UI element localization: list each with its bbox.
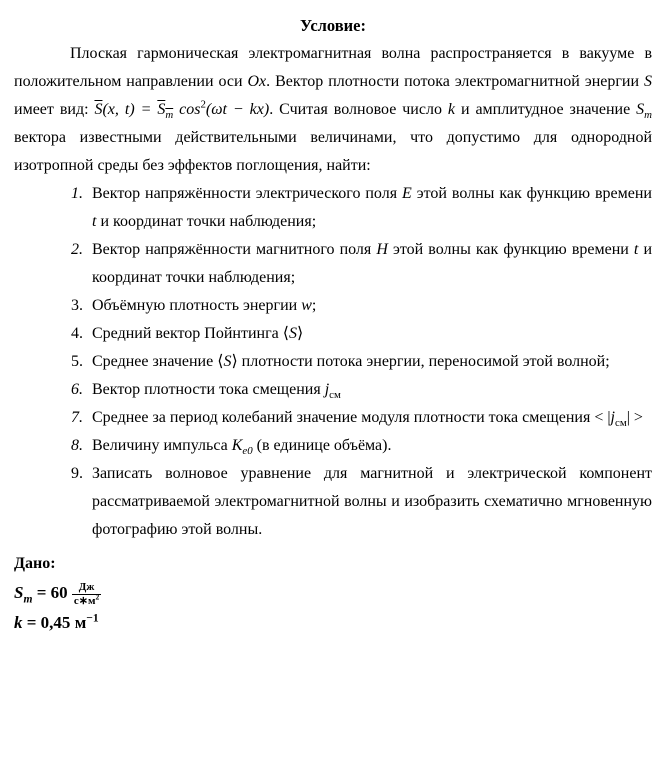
item-text: Вектор напряжённости электрического поля E этой волны как функцию времени t и координат точки наблюдения; <box>92 185 652 230</box>
list-item <box>14 236 652 292</box>
item-number: 9. <box>71 465 83 482</box>
section-title: Условие: <box>300 16 366 35</box>
item-number: 2. <box>71 241 83 258</box>
problem-statement: Плоская гармоническая электромагнитная волна распространяется в вакууме в положительном направлении оси Ox. Вектор плотности потока электромагнитной энергии S имеет вид: $\overline{S}(x$, $t) = S_m$ $\cos^2(\omega t - kx)$. Считая волновое число k и амплитудное значение $S_m$ вектора известными действительными величинами, что допустимо для однородной изотропной среды без эффектов поглощения, найти: <box>14 45 653 174</box>
given-label: Дано: <box>14 555 56 572</box>
item-number: 3. <box>71 297 83 314</box>
item-number: 5. <box>71 353 83 370</box>
item-text: Объёмную плотность энергии w; <box>92 297 317 314</box>
list-item <box>14 432 652 460</box>
item-number: 1. <box>71 185 83 202</box>
given-value-k: k = 0,45 $м^{-1}$ <box>14 611 99 632</box>
item-text: Среднее за период колебаний значение модуля плотности тока смещения < $|j_{см}|$ > <box>92 409 643 430</box>
list-item <box>14 320 652 348</box>
item-text: Вектор напряжённости магнитного поля H этой волны как функцию времени t и координат точки наблюдения; <box>92 241 653 286</box>
item-number: 8. <box>71 437 83 454</box>
item-text: Среднее значение ⟨S⟩ плотности потока энергии, переносимой этой волной; <box>92 353 610 370</box>
item-text: Средний вектор Пойнтинга ⟨S⟩ <box>92 325 304 342</box>
list-item <box>14 460 652 544</box>
list-item <box>14 180 652 236</box>
item-number: 6. <box>71 381 83 398</box>
list-item <box>14 404 652 432</box>
item-text: Вектор плотности тока смещения $j_{см}$ <box>92 381 341 402</box>
item-number: 7. <box>71 409 83 426</box>
given-value-sm: $S_m = 60$ $\frac{Дж}{с∗м^2}$ <box>14 580 100 607</box>
item-number: 4. <box>71 325 83 342</box>
list-item <box>14 292 652 320</box>
item-text: Записать волновое уравнение для магнитной и электрической компонент рассматриваемой электромагнитной волны и изобразить схематично мгновенную фотографию этой волны. <box>92 465 652 538</box>
list-item <box>14 348 652 376</box>
item-text: Величину импульса $K_{е0}$ (в единице объёма). <box>92 437 392 458</box>
problem-list <box>14 180 652 544</box>
list-item <box>14 376 652 404</box>
